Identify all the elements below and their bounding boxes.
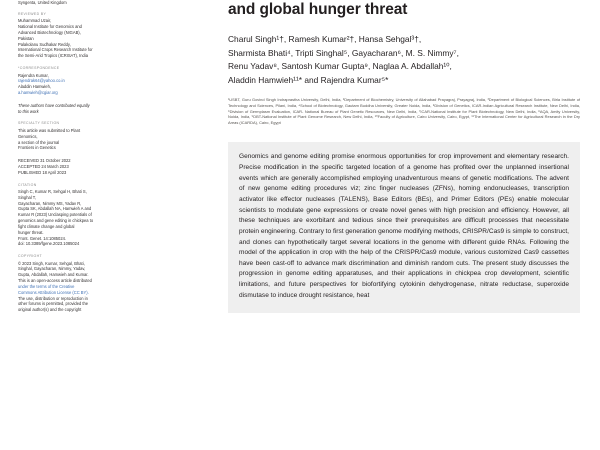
sidebar-line: National Institute for Genomics and xyxy=(18,24,82,30)
abstract-section xyxy=(228,142,580,313)
sidebar-line: Gupta SK, Abdallah NA, Hamwieh A and xyxy=(18,206,92,212)
sidebar-line: the Semi-Arid Tropics (ICRISAT), India xyxy=(18,53,88,59)
sidebar-line: Palakolanu Sudhakar Reddy, xyxy=(18,41,71,47)
sidebar-line: a section of the journal xyxy=(18,139,60,145)
received-date: RECEIVED 31 October 2022 xyxy=(18,158,71,164)
license-link[interactable]: Commons Attribution License (CC BY). xyxy=(18,289,89,295)
sidebar-block-reviewed-by xyxy=(18,12,106,59)
author-line: Renu Yadav⁸, Santosh Kumar Gupta⁹, Naglaa A. Abdallah¹⁰, xyxy=(228,61,452,72)
sidebar-line: International Crops Research Institute for xyxy=(18,47,93,53)
license-link[interactable]: under the terms of the Creative xyxy=(18,283,75,289)
sidebar-line: hunger threat. xyxy=(18,229,44,235)
accepted-date: ACCEPTED 24 March 2023 xyxy=(18,163,69,169)
sidebar-line: other forums is permitted, provided the xyxy=(18,301,89,307)
affiliations: ¹USBT, Guru Govind Singh Indraprastha University, Delhi, India, ²Department of Biochemistry, University of Allahabad Prayagraj, Prayagraj, India, ³Department of Biological Sciences, Birla Institute of Technology and Sciences, Pilani, India, ⁴School of Biotechnology, Gautam Buddha University, Greater Noida, India, ⁵Division of Genetics, ICAR-Indian Agricultural Research Institute, New Delhi, India, ⁶Division of Germplasm Evaluation, ICAR- National Bureau of Plant Genetic Resources, New Delhi, India, ⁷ICAR-National Institute for Plant Biotechnology, New Delhi, India, ⁸AQA, Amity University, Noida, India, ⁹DBT-National Institute of Plant Genome Research, New Delhi, India, ¹⁰Faculty of Agriculture, Cairo University, Cairo, Egypt, ¹¹The International Center for Agricultural Research in the Dry Areas (ICARDA), Cairo, Egypt xyxy=(228,96,580,126)
sidebar-line: These authors have contributed equally xyxy=(18,102,90,108)
sidebar-heading: REVIEWED BY xyxy=(18,11,47,16)
sidebar-line: The use, distribution or reproduction in xyxy=(18,295,88,301)
published-date: PUBLISHED 18 April 2023 xyxy=(18,169,67,175)
sidebar-line: to this work xyxy=(18,108,39,114)
sidebar xyxy=(18,0,106,320)
sidebar-heading: SPECIALTY SECTION xyxy=(18,121,60,126)
sidebar-block-dates xyxy=(18,158,106,175)
sidebar-line: Kumar R (2023) Unclasping potentials of xyxy=(18,212,92,218)
sidebar-block-copyright xyxy=(18,254,106,313)
sidebar-block-citation xyxy=(18,183,106,248)
author-line: Aladdin Hamwieh¹¹* and Rajendra Kumar⁵* xyxy=(228,75,389,86)
sidebar-block-specialty-section xyxy=(18,121,106,151)
sidebar-line: Frontiers in Genetics xyxy=(18,145,56,151)
sidebar-line: Gupta, Abdallah, Hamwieh and Kumar. xyxy=(18,272,89,278)
sidebar-line: Muhammad Uzair, xyxy=(18,18,52,24)
abstract-text: Genomics and genome editing promise enormous opportunities for crop improvement and elementary research. Precise modification in the specific targeted location of a genome has profited over the unplanned insertional events which are generally accomplished employing unadventurous means of genetic modifications. The advent of new genome editing procedures viz; zinc finger nucleases (ZFNs), homing endonucleases, transcription activator like effector nucleases (TALENS), Base Editors (BEs), and Primer Editors (PEs) enable molecular scientists to modulate gene expressions or create novel genes with high precision and efficiency. However, all these techniques are exorbitant and tedious since their prerequisites are difficult processes that necessitate protein engineering. Contrary to first generation genome modifying methods, CRISPR/Cas9 is simple to construct, and clones can hypothetically target several locations in the genome with different guide RNAs. Following the model of the application in crop with the help of the CRISPR/Cas9 module, various customized Cas9 cassettes have been cast-off to advance mark discrimination and diminish random cuts. The present study discusses the progression in genome editing apparatuses, and their applications in chickpea crop development, scientific limitations, and future perspectives for biofortifying cytokinin dehydrogenase, nitrate reductase, superoxide dismutase to induce drought resistance, heat xyxy=(239,153,569,299)
sidebar-line: This is an open-access article distributed xyxy=(18,278,92,284)
sidebar-line: Singh C, Kumar R, Sehgal H, Bhati S, xyxy=(18,189,87,195)
page-bottom-edge xyxy=(0,444,600,450)
sidebar-line: Advanced Biotechnology (NIGAB), xyxy=(18,30,81,36)
article-main xyxy=(228,0,580,313)
citation-doi: doi: 10.3389/fgene.2023.1085024 xyxy=(18,241,80,247)
sidebar-heading: COPYRIGHT xyxy=(18,254,42,259)
sidebar-line: genomics and gene editing in chickpea to xyxy=(18,218,94,224)
sidebar-top-affiliation: Syngenta, United Kingdom xyxy=(18,0,67,5)
sidebar-line: Singhal T, xyxy=(18,194,36,200)
sidebar-line: © 2023 Singh, Kumar, Sehgal, Bhati, xyxy=(18,260,85,266)
sidebar-heading: *CORRESPONDENCE xyxy=(18,66,60,71)
sidebar-block-correspondence xyxy=(18,66,106,96)
sidebar-line: Pakistan xyxy=(18,35,34,41)
sidebar-line: Singhal, Gayacharan, Nimmy, Yadav, xyxy=(18,266,86,272)
sidebar-heading: CITATION xyxy=(18,182,37,187)
author-list xyxy=(228,33,580,87)
correspondence-email-link[interactable]: rajendrak64@yahoo.co.in xyxy=(18,78,65,84)
correspondence-email-link[interactable]: a.hamwieh@cgiar.org xyxy=(18,89,58,95)
sidebar-block-equal-contribution xyxy=(18,103,106,115)
author-line: Sharmista Bhati⁴, Tripti Singhal⁵, Gayacharan⁶, M. S. Nimmy⁷, xyxy=(228,47,459,58)
sidebar-line: Rajendra Kumar, xyxy=(18,72,49,78)
sidebar-line: fight climate change and global xyxy=(18,223,75,229)
citation-volume: Front. Genet. 14:1085024. xyxy=(18,235,67,241)
sidebar-line: This article was submitted to Plant xyxy=(18,127,81,133)
sidebar-line: original author(s) and the copyright xyxy=(18,307,82,313)
sidebar-line: Genomics, xyxy=(18,133,38,139)
sidebar-line: Gayacharan, Nimmy MS, Yadav R, xyxy=(18,200,82,206)
sidebar-line: Aladdin Hamwieh, xyxy=(18,84,51,90)
author-line: Charul Singh¹†, Ramesh Kumar²†, Hansa Sehgal³†, xyxy=(228,34,422,45)
page-title: and global hunger threat xyxy=(228,1,408,18)
